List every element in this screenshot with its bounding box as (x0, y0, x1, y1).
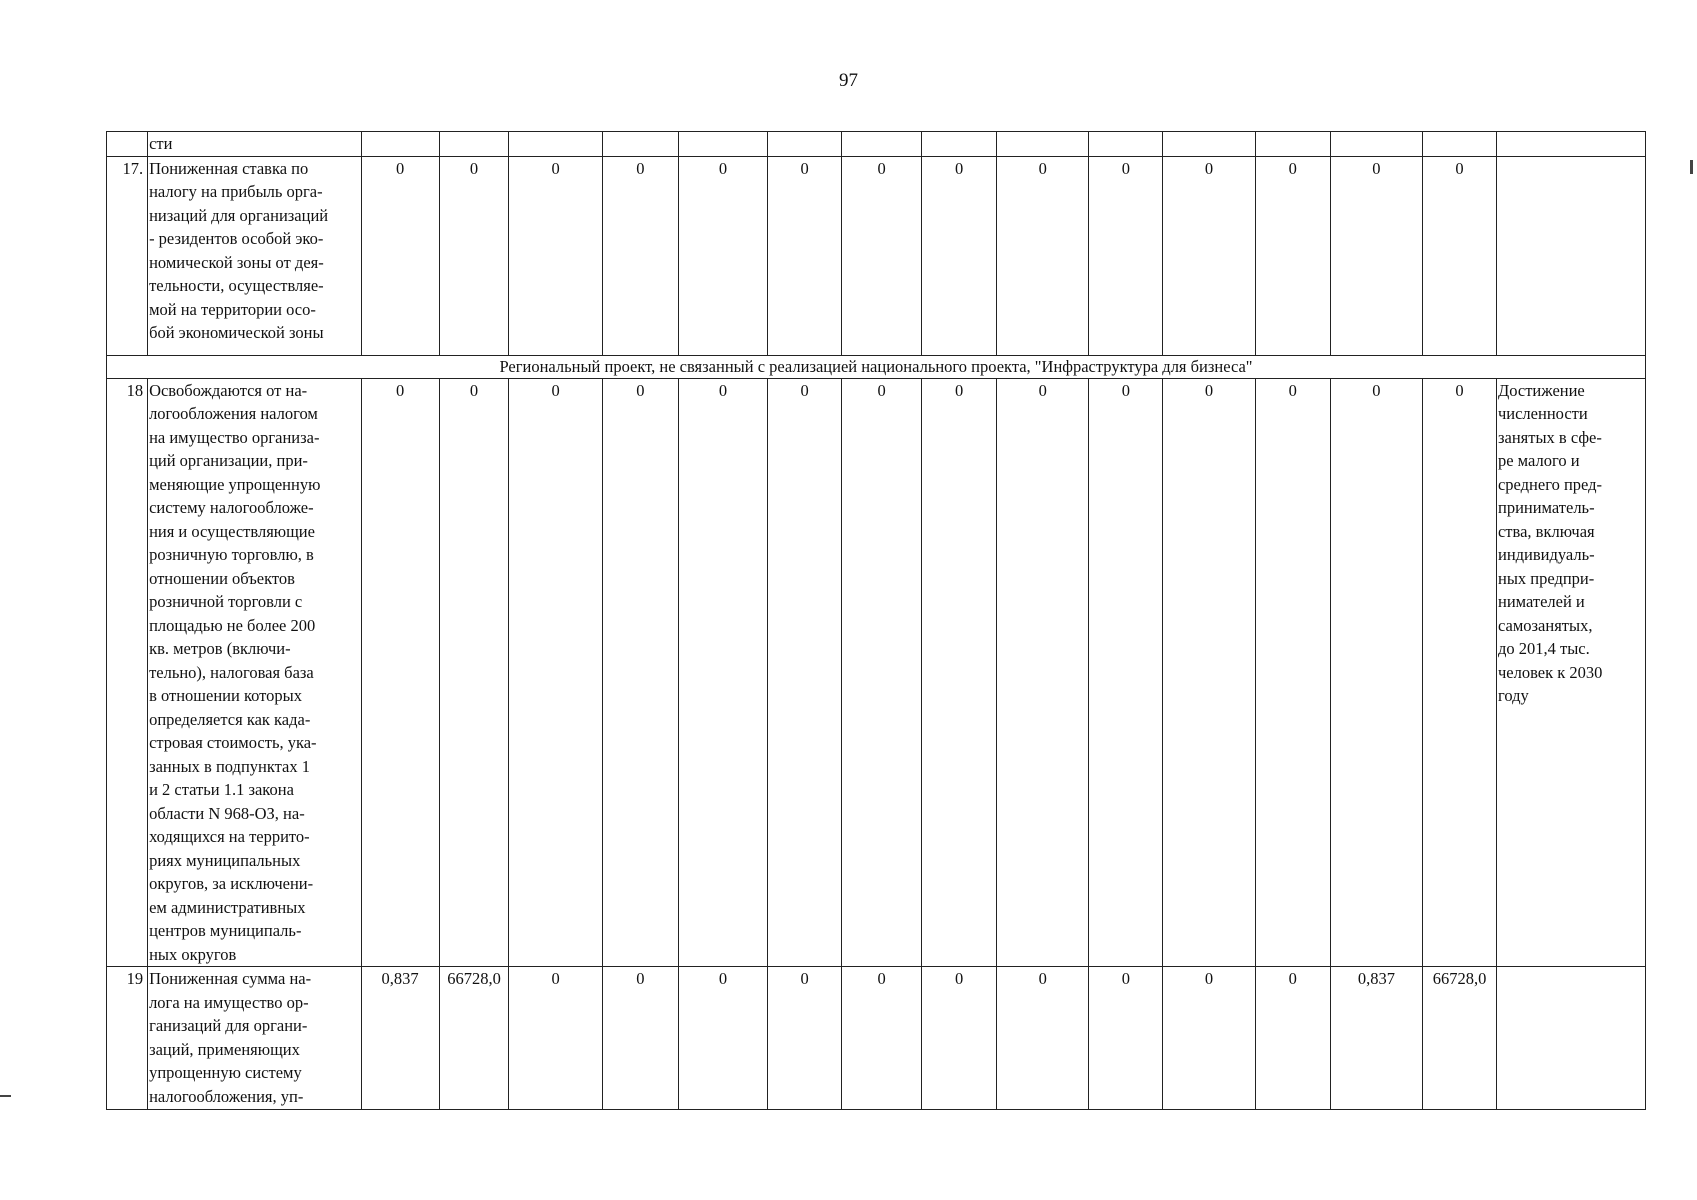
goal-line: самозанятых, (1497, 615, 1593, 635)
description-line: области N 968-ОЗ, на- (149, 803, 305, 823)
goal-line: приниматель- (1497, 498, 1595, 517)
value-cell (768, 132, 842, 157)
benefit-description (148, 132, 362, 157)
goal-line: ства, включая (1497, 521, 1595, 541)
description-line: бой экономической зоны (149, 323, 324, 342)
goal-line: нимателей и (1497, 592, 1585, 611)
goal-cell (1496, 378, 1645, 967)
table-row (107, 156, 1646, 355)
value-cell (361, 132, 439, 157)
description-line: номической зоны от дея- (149, 252, 324, 272)
description-line: кв. метров (включи- (149, 639, 291, 658)
value-cell: 0 (1163, 378, 1255, 967)
value-cell (1330, 132, 1422, 157)
value-cell: 0 (1330, 156, 1422, 355)
value-cell: 0 (997, 378, 1089, 967)
table-body (107, 132, 1646, 1110)
value-cell: 0 (922, 156, 997, 355)
description-line: занных в подпунктах 1 (149, 756, 311, 776)
value-cell: 0 (678, 967, 767, 1110)
value-cell: 0 (1089, 156, 1163, 355)
description-line: систему налогообложе- (149, 498, 314, 517)
row-number: 18 (107, 378, 148, 967)
value-cell: 0 (1423, 156, 1497, 355)
value-cell (1163, 132, 1255, 157)
goal-line: индивидуаль- (1497, 545, 1595, 564)
description-line: меняющие упрощенную (149, 474, 321, 494)
value-cell: 0 (842, 156, 922, 355)
value-cell: 0 (602, 378, 678, 967)
value-cell (997, 132, 1089, 157)
value-cell (509, 132, 602, 157)
value-cell: 0 (1255, 967, 1330, 1110)
value-cell: 0 (842, 378, 922, 967)
value-cell (1255, 132, 1330, 157)
description-line: на имущество организа- (149, 427, 320, 447)
benefit-description (148, 378, 362, 967)
section-title: Региональный проект, не связанный с реализацией национального проекта, "Инфраструктура для бизнеса" (107, 355, 1646, 378)
value-cell: 0 (678, 378, 767, 967)
table-row (107, 967, 1646, 1110)
description-line: площадью не более 200 (149, 615, 316, 635)
value-cell (1089, 132, 1163, 157)
description-line: ций организации, при- (149, 451, 308, 470)
description-line: налогу на прибыль орга- (149, 182, 323, 201)
goal-cell (1496, 156, 1645, 355)
value-cell: 0 (1163, 967, 1255, 1110)
scan-mark-right (1690, 160, 1693, 174)
row-number: 19 (107, 967, 148, 1110)
benefit-description (148, 967, 362, 1110)
description-line: ем административных (149, 897, 306, 917)
value-cell: 0,837 (1330, 967, 1422, 1110)
value-cell (678, 132, 767, 157)
description-line: сти (149, 134, 173, 153)
value-cell (842, 132, 922, 157)
description-line: Пониженная сумма на- (149, 969, 312, 988)
description-line: в отношении которых (149, 686, 302, 705)
value-cell: 0 (602, 967, 678, 1110)
row-number: 17. (107, 156, 148, 355)
value-cell: 0 (997, 156, 1089, 355)
description-line: определяется как када- (149, 709, 311, 729)
description-line: центров муниципаль- (149, 921, 302, 940)
value-cell: 0 (361, 378, 439, 967)
description-line: логообложения налогом (149, 404, 318, 423)
description-line: упрощенную систему (149, 1063, 302, 1082)
value-cell: 0 (1330, 378, 1422, 967)
goal-line: ных предпри- (1497, 568, 1595, 588)
value-cell: 66728,0 (1423, 967, 1497, 1110)
value-cell: 0 (602, 156, 678, 355)
description-line: стровая стоимость, ука- (149, 733, 317, 752)
table-row (107, 378, 1646, 967)
goal-line: среднего пред- (1497, 474, 1603, 494)
goal-line: человек к 2030 (1497, 662, 1603, 682)
scan-mark-left (0, 1095, 11, 1097)
goal-cell (1496, 967, 1645, 1110)
value-cell (1423, 132, 1497, 157)
description-line: мой на территории осо- (149, 299, 316, 319)
value-cell: 0 (768, 156, 842, 355)
description-line: риях муниципальных (149, 850, 301, 870)
value-cell: 0 (1089, 967, 1163, 1110)
description-line: розничной торговли с (149, 592, 303, 611)
value-cell: 0 (678, 156, 767, 355)
table-row (107, 132, 1646, 157)
description-line: налогообложения, уп- (149, 1086, 304, 1106)
description-line: ганизаций для органи- (149, 1016, 308, 1035)
description-line: и 2 статьи 1.1 закона (149, 780, 294, 799)
description-line: ния и осуществляющие (149, 521, 315, 541)
description-line: Пониженная ставка по (149, 158, 309, 178)
value-cell: 0,837 (361, 967, 439, 1110)
value-cell: 0 (1255, 156, 1330, 355)
value-cell: 0 (509, 156, 602, 355)
tax-benefits-table-sheet (106, 131, 1646, 1110)
section-row (107, 355, 1646, 378)
goal-line: ре малого и (1497, 451, 1580, 470)
tax-benefits-table (106, 131, 1646, 1110)
description-line: отношении объектов (149, 568, 295, 588)
description-line: Освобождаются от на- (149, 380, 308, 400)
goal-line: занятых в сфе- (1497, 427, 1602, 447)
benefit-description (148, 156, 362, 355)
value-cell (602, 132, 678, 157)
value-cell: 0 (997, 967, 1089, 1110)
value-cell: 0 (439, 378, 509, 967)
value-cell: 0 (768, 378, 842, 967)
value-cell: 0 (509, 967, 602, 1110)
page-number: 97 (839, 70, 858, 91)
value-cell: 0 (842, 967, 922, 1110)
row-number (107, 132, 148, 157)
value-cell: 0 (439, 156, 509, 355)
description-line: низаций для организаций (149, 205, 329, 225)
description-line: ных округов (149, 944, 237, 964)
goal-line: численности (1497, 404, 1588, 423)
value-cell: 66728,0 (439, 967, 509, 1110)
description-line: - резидентов особой эко- (149, 229, 324, 248)
description-line: розничную торговлю, в (149, 545, 314, 564)
description-line: заций, применяющих (149, 1039, 300, 1059)
goal-line: году (1497, 686, 1529, 705)
value-cell: 0 (1423, 378, 1497, 967)
description-line: округов, за исключени- (149, 874, 314, 893)
value-cell: 0 (1255, 378, 1330, 967)
description-line: лога на имущество ор- (149, 992, 309, 1012)
description-line: ходящихся на террито- (149, 827, 310, 846)
value-cell (439, 132, 509, 157)
value-cell: 0 (922, 967, 997, 1110)
value-cell: 0 (922, 378, 997, 967)
description-line: тельно), налоговая база (149, 662, 314, 682)
value-cell: 0 (768, 967, 842, 1110)
value-cell (922, 132, 997, 157)
value-cell: 0 (1089, 378, 1163, 967)
value-cell: 0 (509, 378, 602, 967)
goal-line: Достижение (1497, 380, 1585, 400)
value-cell: 0 (1163, 156, 1255, 355)
goal-cell (1496, 132, 1645, 157)
goal-line: до 201,4 тыс. (1497, 639, 1590, 658)
value-cell: 0 (361, 156, 439, 355)
description-line: тельности, осуществляе- (149, 276, 324, 295)
